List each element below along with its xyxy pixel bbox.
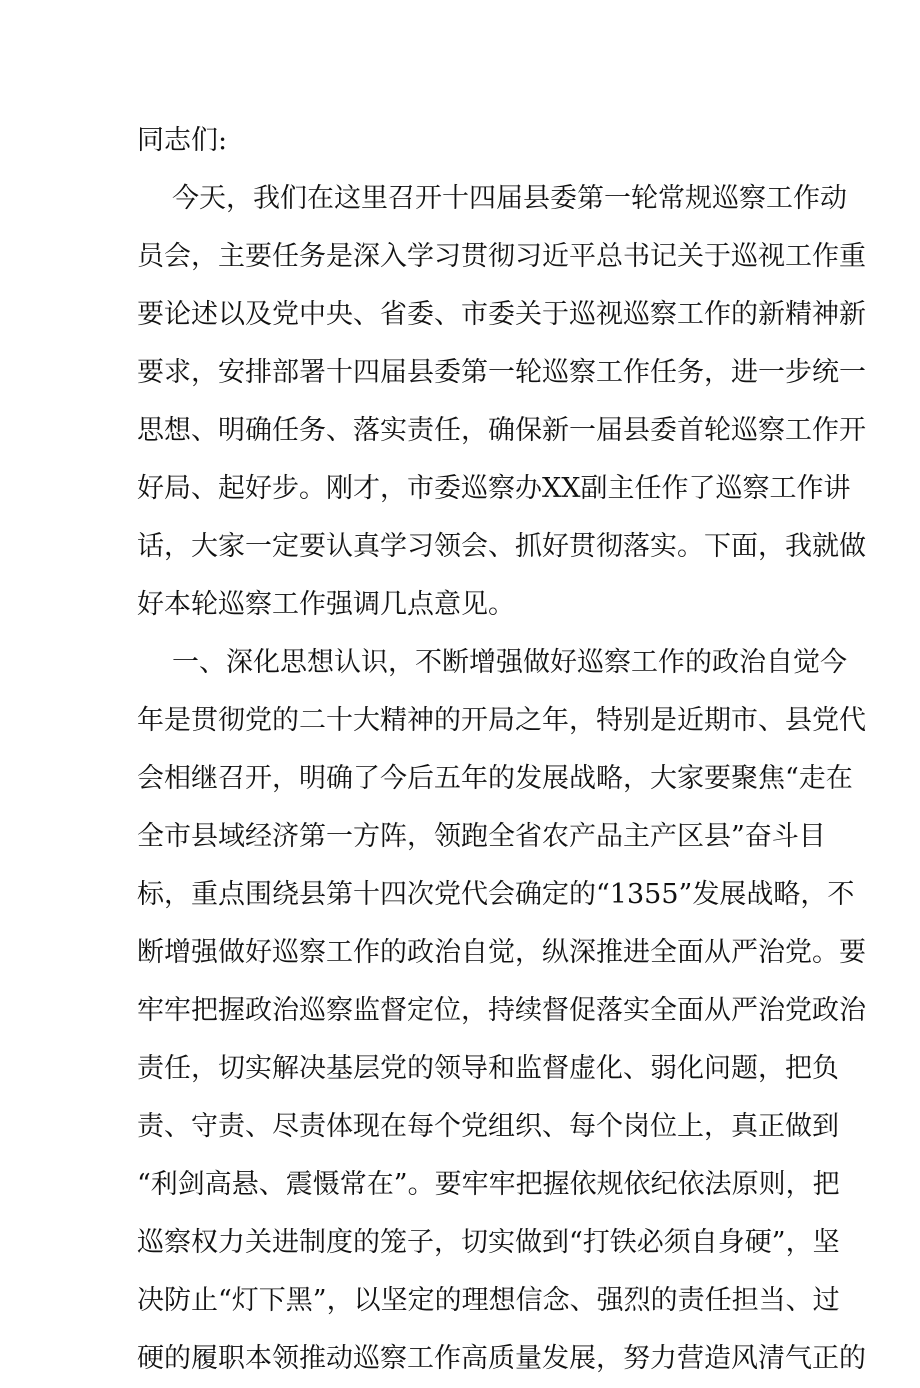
paragraph-1-line-7: 话，大家一定要认真学习领会、抓好贯彻落实。下面，我就做 [137, 531, 866, 562]
section-1-line-11: 巡察权力关进制度的笼子，切实做到“打铁必须自身硬”，坚 [137, 1227, 840, 1258]
paragraph-1-line-2: 员会，主要任务是深入学习贯彻习近平总书记关于巡视工作重 [137, 241, 866, 272]
section-1-line-3: 会相继召开，明确了今后五年的发展战略，大家要聚焦“走在 [137, 763, 853, 794]
section-1-line-5: 标，重点围绕县第十四次党代会确定的“1355”发展战略，不 [137, 879, 855, 910]
paragraph-1-line-6: 好局、起好步。刚才，市委巡察办XX副主任作了巡察工作讲 [137, 473, 851, 504]
salutation-line: 同志们: [137, 125, 228, 156]
section-1-line-9: 责、守责、尽责体现在每个党组织、每个岗位上，真正做到 [137, 1111, 839, 1142]
paragraph-1-line-3: 要论述以及党中央、省委、市委关于巡视巡察工作的新精神新 [137, 299, 866, 330]
section-1-line-4: 全市县域经济第一方阵，领跑全省农产品主产区县”奋斗目 [137, 821, 826, 852]
section-1-line-7: 牢牢把握政治巡察监督定位，持续督促落实全面从严治党政治 [137, 995, 866, 1026]
section-1-line-10: “利剑高悬、震慑常在”。要牢牢把握依规依纪依法原则，把 [137, 1169, 840, 1200]
paragraph-1-line-5: 思想、明确任务、落实责任，确保新一届县委首轮巡察工作开 [137, 415, 866, 446]
section-1-line-13: 硬的履职本领推动巡察工作高质量发展，努力营造风清气正的 [137, 1343, 866, 1374]
section-1-line-2: 年是贯彻党的二十大精神的开局之年，特别是近期市、县党代 [137, 705, 866, 736]
section-1-line-8: 责任，切实解决基层党的领导和监督虚化、弱化问题，把负 [137, 1053, 839, 1084]
section-1-line-6: 断增强做好巡察工作的政治自觉，纵深推进全面从严治党。要 [137, 937, 866, 968]
document-body [137, 112, 866, 1388]
paragraph-1-line-8: 好本轮巡察工作强调几点意见。 [137, 589, 515, 620]
section-1-line-1: 一、深化思想认识，不断增强做好巡察工作的政治自觉今 [172, 647, 847, 678]
paragraph-1-line-1: 今天，我们在这里召开十四届县委第一轮常规巡察工作动 [172, 183, 847, 214]
paragraph-1-line-4: 要求，安排部署十四届县委第一轮巡察工作任务，进一步统一 [137, 357, 866, 388]
section-1-line-12: 决防止“灯下黑”，以坚定的理想信念、强烈的责任担当、过 [137, 1285, 840, 1316]
